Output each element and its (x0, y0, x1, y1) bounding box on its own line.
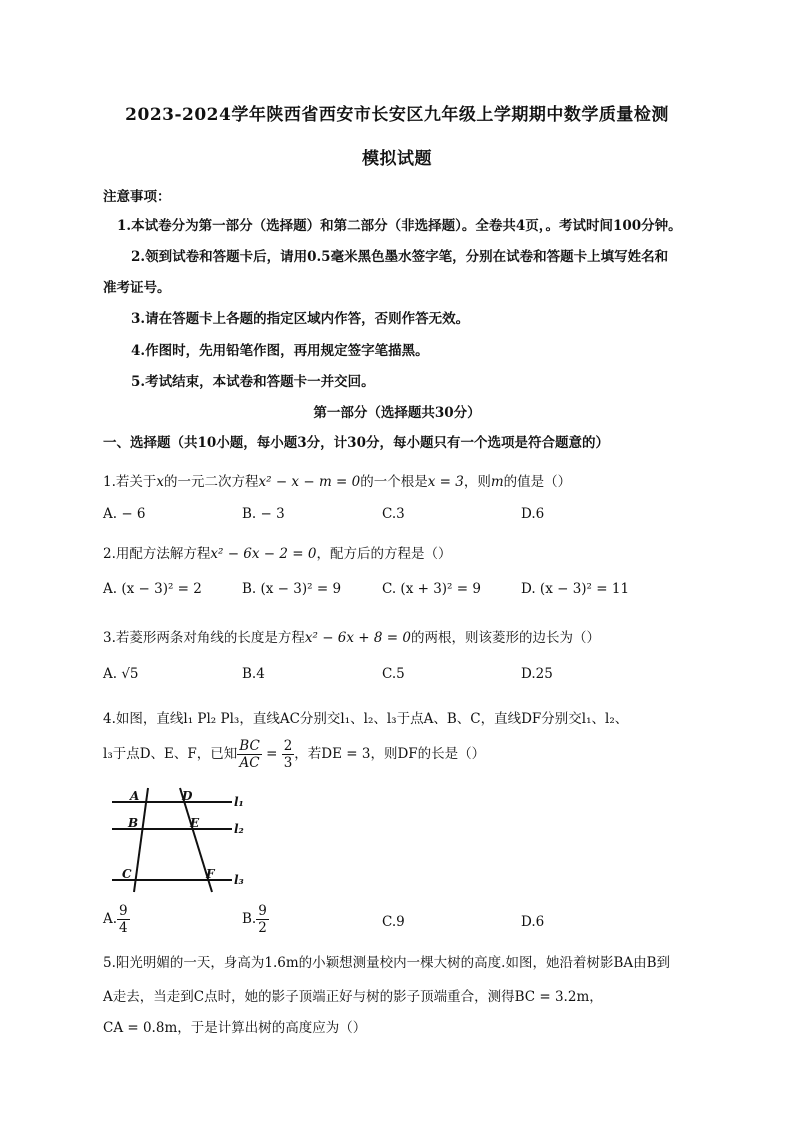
fig-label-b: B (128, 816, 139, 830)
q4-option-a-label: A. (103, 911, 118, 927)
q4-option-a-fraction (117, 903, 130, 936)
question-4-line-1: 4.如图，直线l₁ Pl₂ Pl₃，直线AC分别交l₁、l₂、l₃于点A、B、C，直线DF分别交l₁、l₂、 (103, 711, 629, 727)
q4-equals: = (266, 746, 278, 762)
section-heading: 一、选择题（共10小题，每小题3分，计30分，每小题只有一个选项是符合题意的） (103, 435, 609, 451)
exam-title: 2023-2024学年陕西省西安市长安区九年级上学期期中数学质量检测 (125, 105, 669, 125)
q1-text-2: 的一元二次方程 (164, 474, 259, 490)
note-item-3: 3.请在答题卡上各题的指定区域内作答，否则作答无效。 (131, 311, 470, 327)
question-5-line-3: CA = 0.8m，于是计算出树的高度应为（） (103, 1020, 367, 1036)
q1-equation: x² − x − m = 0 (258, 474, 361, 490)
q4-text-2: ，若DE = 3，则DF的长是（） (294, 746, 486, 762)
q1-root: x = 3 (427, 474, 464, 490)
q4-frac2-den: 3 (283, 755, 293, 771)
q4-option-a-den: 4 (119, 920, 128, 936)
q4-value-fraction (282, 738, 295, 771)
note-item-4: 4.作图时，先用铅笔作图，再用规定签字笔描黑。 (131, 343, 429, 359)
fig-label-c: C (122, 867, 132, 881)
q1-text: 1.若关于 (103, 474, 157, 490)
q4-option-d: D.6 (521, 914, 545, 930)
fig-label-l3: l₃ (234, 873, 244, 887)
note-item-1: 1.本试卷分为第一部分（选择题）和第二部分（非选择题）。全卷共4页，。考试时间100分钟。 (117, 218, 682, 234)
q4-option-b-label: B. (242, 911, 257, 927)
note-item-5: 5.考试结束，本试卷和答题卡一并交回。 (131, 374, 375, 390)
q3-option-d: D.25 (521, 666, 553, 682)
fig-label-l2: l₂ (234, 822, 244, 836)
question-1 (103, 470, 571, 490)
q4-option-b (242, 903, 269, 936)
q1-option-b: B. − 3 (242, 506, 285, 522)
q1-var-m: m (490, 474, 504, 490)
q4-frac-num: BC (239, 738, 260, 754)
q4-option-a-num: 9 (119, 903, 128, 919)
part1-heading: 第一部分（选择题共30分） (313, 405, 481, 421)
fig-label-d: D (182, 789, 193, 803)
q2-equation: x² − 6x − 2 = 0 (210, 546, 317, 562)
q1-text-5: 的值是（） (503, 474, 572, 490)
q4-option-b-fraction (256, 903, 269, 936)
line-ac (134, 788, 148, 892)
q2-option-b: B. (x − 3)² = 9 (242, 581, 342, 597)
q4-text: l₃于点D、E、F，已知 (103, 746, 238, 762)
q4-option-a (103, 903, 130, 936)
q1-option-d: D.6 (521, 506, 545, 522)
q2-text: 2.用配方法解方程 (103, 546, 211, 562)
question-2 (103, 542, 451, 562)
fig-label-e: E (190, 816, 200, 830)
note-item-2: 2.领到试卷和答题卡后，请用0.5毫米黑色墨水签字笔，分别在试卷和答题卡上填写姓名和 (131, 249, 669, 265)
q4-frac-den: AC (239, 755, 260, 771)
q2-text-2: ，配方后的方程是（） (316, 546, 452, 562)
q1-text-4: ，则 (463, 474, 491, 490)
q1-option-a: A. − 6 (103, 506, 146, 522)
q3-text: 3.若菱形两条对角线的长度是方程 (103, 630, 305, 646)
question-3 (103, 626, 600, 646)
question-4-line-2 (103, 738, 485, 771)
notes-heading: 注意事项： (103, 189, 171, 205)
q1-var-x: x (156, 474, 165, 490)
q3-option-a: A. √5 (103, 666, 139, 682)
question-5-line-1: 5.阳光明媚的一天，身高为1.6m的小颖想测量校内一棵大树的高度.如图，她沿着树影BA由B到 (103, 955, 671, 971)
q1-text-3: 的一个根是 (360, 474, 428, 490)
q4-ratio-fraction (237, 738, 262, 771)
q2-option-a: A. (x − 3)² = 2 (103, 581, 202, 597)
q3-option-b: B.4 (242, 666, 265, 682)
q3-text-2: 的两根，则该菱形的边长为（） (410, 630, 600, 646)
q3-option-c: C.5 (382, 666, 405, 682)
q4-option-b-num: 9 (258, 903, 267, 919)
q1-option-c: C.3 (382, 506, 405, 522)
question-5-line-2: A走去，当走到C点时，她的影子顶端正好与树的影子顶端重合，测得BC = 3.2m， (103, 989, 603, 1005)
exam-subtitle: 模拟试题 (362, 149, 432, 169)
fig-label-a: A (130, 789, 140, 803)
q4-option-b-den: 2 (258, 920, 267, 936)
q3-equation: x² − 6x + 8 = 0 (304, 630, 411, 646)
note-item-2-cont: 准考证号。 (103, 280, 171, 296)
q4-parallel-lines-figure (110, 782, 250, 894)
q2-option-c: C. (x + 3)² = 9 (382, 581, 481, 597)
q4-option-c: C.9 (382, 914, 405, 930)
fig-label-l1: l₁ (234, 795, 244, 809)
q2-option-d: D. (x − 3)² = 11 (521, 581, 630, 597)
q4-frac2-num: 2 (283, 738, 293, 754)
fig-label-f: F (206, 867, 215, 881)
